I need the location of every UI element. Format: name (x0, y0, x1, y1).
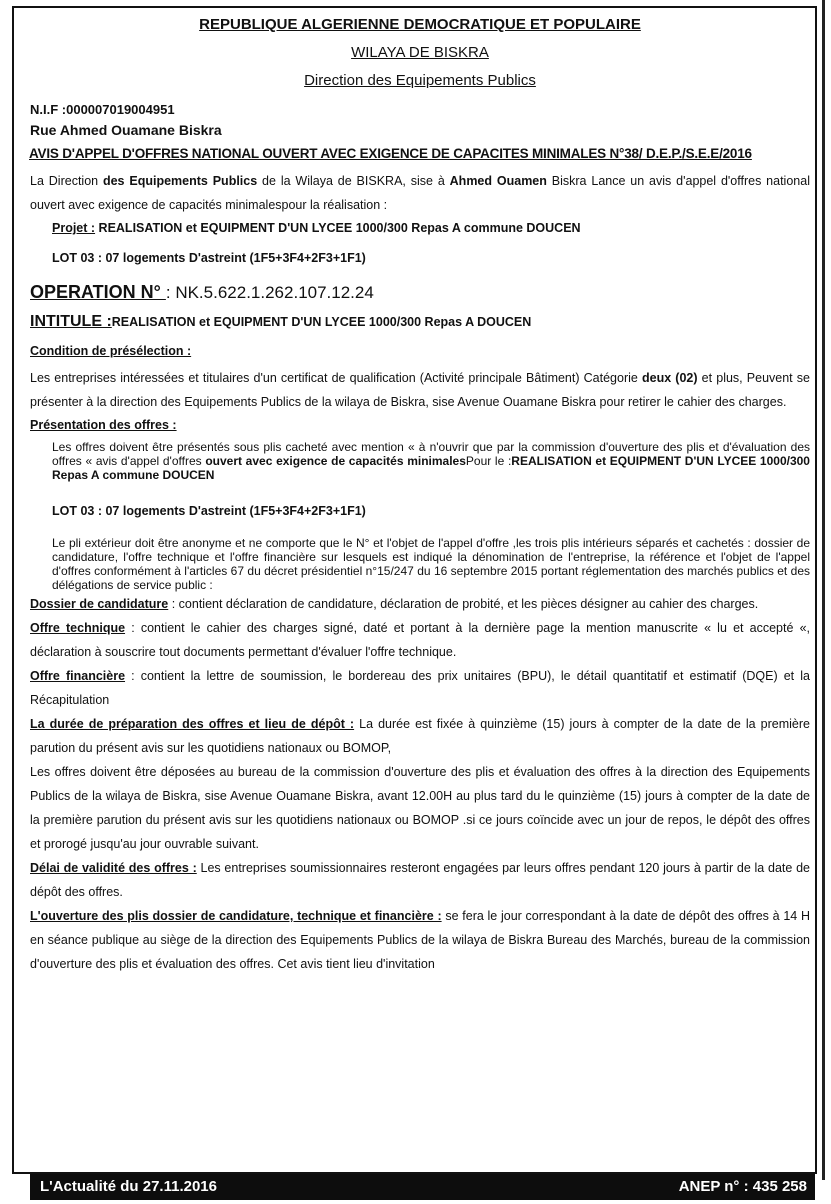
pli-paragraph: Le pli extérieur doit être anonyme et ne comporte que le N° et l'objet de l'appel d'offre ,les trois plis intérieurs séparés et cachetés : dossier de candidature, l'offre technique et l'offre financière sur lesquels est indiqué la dénomination de l'entreprise, la référence et l'objet de l'appel d'offres conformément à l'articles 67 du décret présidentiel n°15/247 du 16 septembre 2015 portant réglementation des marchés publics et des délégations de service public : (52, 536, 810, 592)
condition-text-1: Les entreprises intéressées et titulaires d'un certificat de qualification (Activité principale Bâtiment) Catégorie (30, 371, 642, 385)
presentation-bold-1: ouvert avec exigence de capacités minimales (205, 454, 466, 468)
intitule-text: REALISATION et EQUIPMENT D'UN LYCEE 1000/300 Repas A DOUCEN (111, 315, 532, 329)
presentation-paragraph (30, 440, 810, 482)
depot-paragraph: Les offres doivent être déposées au bureau de la commission d'ouverture des plis et évaluation des offres à la direction des Equipements Publics de la wilaya de Biskra, sise Avenue Ouamane Biskra, avant 12.00H au plus tard du le quinzième (15) jours à compter de la date de la première parution du présent avis sur les quotidiens nationaux ou BOMOP .si ce jours coïncide avec un jour de repos, le dépôt des offres et prorogé jusqu'au jour ouvrable suivant. (30, 765, 810, 851)
technique-text: : contient le cahier des charges signé, daté et portant à la dernière page la mention manuscrite « lu et accepté «, déclaration à souscrire tout documents permettant d'évaluer l'offre technique. (30, 621, 810, 659)
header-wilaya: WILAYA DE BISKRA (351, 44, 489, 61)
presentation-text-2: Pour le : (465, 454, 512, 468)
page-edge-line (822, 0, 825, 1180)
technique-label: Offre technique (30, 621, 126, 635)
operation-label: OPERATION N° (30, 282, 166, 302)
intro-bold-2: Ahmed Ouamen (449, 174, 547, 188)
financiere-text: : contient la lettre de soumission, le bordereau des prix unitaires (BPU), le détail quantitatif et estimatif (DQE) et la Récapitulation (30, 669, 810, 707)
presentation-title: Présentation des offres : (30, 418, 177, 432)
lot-line-1: LOT 03 : 07 logements D'astreint (1F5+3F4+2F3+1F1) (52, 251, 366, 265)
header-republic: REPUBLIQUE ALGERIENNE DEMOCRATIQUE ET POPULAIRE (199, 16, 641, 33)
nif-number: N.I.F :000007019004951 (30, 102, 175, 117)
footer-bar (30, 1174, 815, 1200)
intro-bold-1: des Equipements Publics (102, 174, 258, 188)
intro-text-2: de la Wilaya de BISKRA, sise à (257, 174, 450, 188)
lot-line-2: LOT 03 : 07 logements D'astreint (1F5+3F4+2F3+1F1) (52, 504, 366, 518)
condition-bold: deux (02) (642, 371, 698, 385)
ouverture-label: L'ouverture des plis dossier de candidature, technique et financière : (30, 909, 442, 923)
condition-paragraph (30, 366, 810, 414)
presentation-text-1: Les offres doivent être présentés sous plis cacheté avec mention « à n'ouvrir que par la commission d'ouverture des plis et d'évaluation des offres « avis d'appel d'offres (52, 440, 810, 468)
dossier-text: : contient déclaration de candidature, déclaration de probité, et les pièces désigner au cahier des charges. (168, 597, 759, 611)
technique-paragraph (30, 616, 810, 664)
duree-label: La durée de préparation des offres et lieu de dépôt : (30, 717, 355, 731)
intitule-line (30, 312, 810, 332)
validite-paragraph (30, 856, 810, 904)
presentation-bold-2: REALISATION et EQUIPMENT D'UN LYCEE 1000/300 Repas A commune DOUCEN (52, 454, 810, 482)
duree-paragraph (30, 712, 810, 760)
validite-label: Délai de validité des offres : (30, 861, 197, 875)
footer-publication: L'Actualité du 27.11.2016 (40, 1178, 217, 1195)
intro-text-3: Biskra Lance un avis d'appel d'offres national ouvert avec exigence de capacités minimalespour la réalisation : (30, 174, 810, 212)
header-direction: Direction des Equipements Publics (304, 72, 536, 89)
dossier-paragraph (30, 592, 810, 616)
operation-value: : NK.5.622.1.262.107.12.24 (165, 283, 374, 302)
condition-text-2: et plus, Peuvent se présenter à la direction des Equipements Publics de la wilaya de Biskra, sise Avenue Ouamane Biskra pour retirer le cahier des charges. (30, 371, 810, 409)
intitule-label: INTITULE : (30, 313, 112, 330)
financiere-label: Offre financière (30, 669, 126, 683)
intro-paragraph (30, 169, 810, 217)
ouverture-text: se fera le jour correspondant à la date de dépôt des offres à 14 H en séance publique au siège de la direction des Equipements Publics de la wilaya de Biskra Bureau des Marchés, bureau de la commission d'ouverture des plis et évaluation des offres. Cet avis tient lieu d'invitation (30, 909, 810, 971)
projet-text: REALISATION et EQUIPMENT D'UN LYCEE 1000/300 Repas A commune DOUCEN (95, 221, 581, 235)
projet-label: Projet : (52, 221, 96, 235)
ouverture-paragraph (30, 904, 810, 976)
footer-anep-number: ANEP n° : 435 258 (678, 1178, 807, 1195)
dossier-label: Dossier de candidature (30, 597, 169, 611)
intro-text-1: La Direction (30, 174, 103, 188)
notice-content (30, 16, 810, 976)
operation-line (30, 281, 810, 304)
avis-title: AVIS D'APPEL D'OFFRES NATIONAL OUVERT AVEC EXIGENCE DE CAPACITES MINIMALES N°38/ D.E.P./S.E.E/2016 (29, 146, 752, 161)
validite-text: Les entreprises soumissionnaires resteront engagées par leurs offres pendant 120 jours à partir de la date de dépôt des offres. (30, 861, 810, 899)
address: Rue Ahmed Ouamane Biskra (30, 122, 222, 138)
financiere-paragraph (30, 664, 810, 712)
projet-line (30, 217, 810, 239)
duree-text: La durée est fixée à quinzième (15) jours à compter de la date de la première parution du présent avis sur les quotidiens nationaux ou BOMOP, (30, 717, 810, 755)
condition-title: Condition de présélection : (30, 344, 192, 358)
